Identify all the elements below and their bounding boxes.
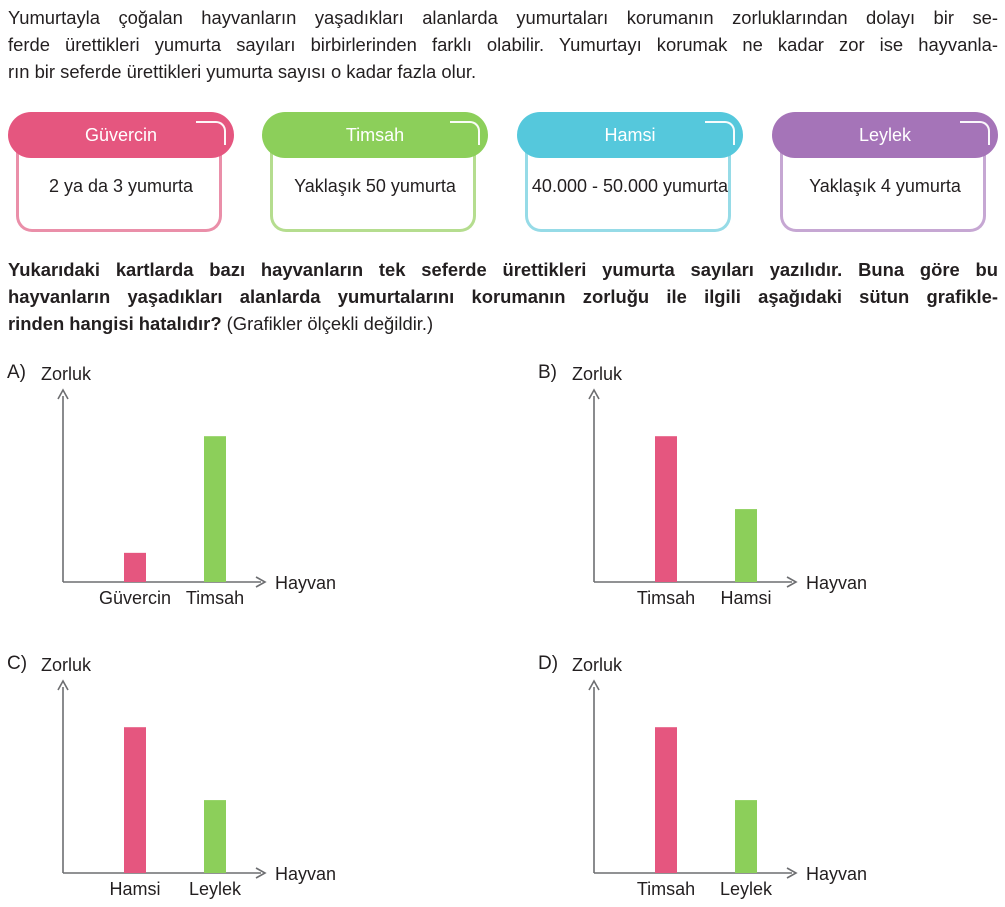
- bar-chart-svg: [7, 362, 447, 607]
- bar: [204, 436, 226, 582]
- option-letter: B): [538, 362, 557, 383]
- card-timsah: [262, 112, 488, 234]
- card-header: [517, 112, 743, 158]
- bar: [204, 800, 226, 873]
- card-animal-label: Leylek: [858, 124, 912, 145]
- chart-option-d[interactable]: [538, 653, 978, 899]
- card-animal-label: Timsah: [345, 124, 405, 145]
- question-line-1: Yukarıdaki kartlarda bazı hayvanların tek seferde ürettikleri yumurta sayıları yazılıdır. Buna göre bu: [8, 259, 998, 280]
- bar: [655, 436, 677, 582]
- corner-hook-icon: [705, 121, 735, 145]
- question-emphasis: rinden hangisi hatalıdır?: [8, 313, 222, 334]
- card-header: [8, 112, 234, 158]
- card-leylek: [772, 112, 998, 234]
- y-axis-label: Zorluk: [41, 655, 92, 675]
- corner-hook-icon: [450, 121, 480, 145]
- category-label: Leylek: [719, 879, 773, 899]
- card-header: [262, 112, 488, 158]
- y-axis-label: Zorluk: [41, 364, 92, 384]
- intro-line-2: ferde ürettikleri yumurta sayıları birbirlerinden farklı olabilir. Yumurtayı korumak ne kadar zor ise hayvanla-: [8, 34, 998, 55]
- chart-option-b[interactable]: [538, 362, 978, 608]
- chart-option-c[interactable]: [7, 653, 447, 899]
- x-axis-label: Hayvan: [806, 573, 868, 593]
- y-axis-label: Zorluk: [572, 655, 623, 675]
- x-axis-label: Hayvan: [275, 864, 337, 884]
- card-egg-count: 40.000 - 50.000 yumurta: [531, 176, 729, 196]
- card-animal-label: Güvercin: [84, 124, 158, 145]
- corner-hook-icon: [960, 121, 990, 145]
- corner-hook-icon: [196, 121, 226, 145]
- question-note: (Grafikler ölçekli değildir.): [221, 313, 434, 334]
- chart-option-a[interactable]: [7, 362, 447, 608]
- bar: [124, 727, 146, 873]
- bar-chart-svg: [538, 362, 978, 607]
- category-label: Timsah: [636, 588, 696, 608]
- card-animal-label: Hamsi: [604, 124, 656, 145]
- x-axis-label: Hayvan: [806, 864, 868, 884]
- category-label: Hamsi: [109, 879, 161, 899]
- bar: [655, 727, 677, 873]
- question-paragraph: [8, 256, 998, 337]
- category-label: Timsah: [185, 588, 245, 608]
- bar-chart-svg: [7, 653, 447, 898]
- question-line-3: [8, 310, 998, 337]
- bar: [124, 553, 146, 582]
- category-label: Timsah: [636, 879, 696, 899]
- category-label: Leylek: [188, 879, 242, 899]
- intro-paragraph: [8, 4, 998, 85]
- category-label: Hamsi: [720, 588, 772, 608]
- card-egg-count: Yaklaşık 50 yumurta: [294, 176, 456, 196]
- card-guvercin: [8, 112, 234, 234]
- bar: [735, 509, 757, 582]
- question-line-2: hayvanların yaşadıkları alanlarda yumurtalarını korumanın zorluğu ile ilgili aşağıdaki sütun grafikle-: [8, 286, 998, 307]
- intro-line-3: rın bir seferde ürettikleri yumurta sayısı o kadar fazla olur.: [8, 61, 477, 82]
- bar: [735, 800, 757, 873]
- y-axis-label: Zorluk: [572, 364, 623, 384]
- card-egg-count: 2 ya da 3 yumurta: [48, 176, 194, 196]
- option-letter: D): [538, 653, 559, 674]
- category-label: Güvercin: [98, 588, 172, 608]
- x-axis-label: Hayvan: [275, 573, 337, 593]
- card-egg-count: Yaklaşık 4 yumurta: [809, 176, 961, 196]
- card-hamsi: [517, 112, 743, 234]
- option-letter: C): [7, 653, 28, 674]
- bar-chart-svg: [538, 653, 978, 898]
- intro-line-1: Yumurtayla çoğalan hayvanların yaşadıkları alanlarda yumurtaları korumanın zorluklarından dolayı bir se-: [8, 7, 998, 28]
- option-letter: A): [7, 362, 26, 383]
- card-header: [772, 112, 998, 158]
